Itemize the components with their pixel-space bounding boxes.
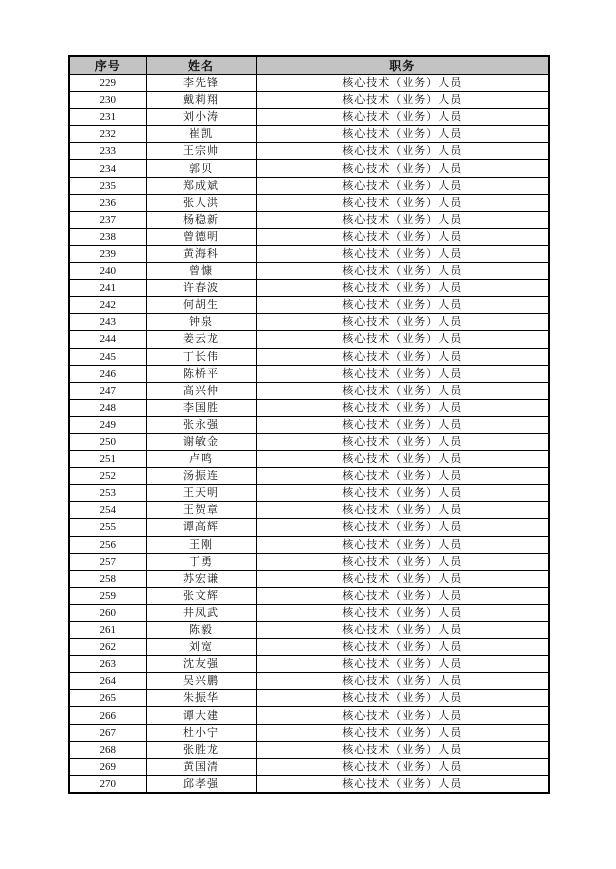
name-cell: 刘宽 — [146, 639, 256, 656]
title-cell: 核心技术（业务）人员 — [256, 673, 549, 690]
table-row — [69, 553, 549, 570]
name-cell: 李先锋 — [146, 75, 256, 92]
title-cell: 核心技术（业务）人员 — [256, 399, 549, 416]
title-cell: 核心技术（业务）人员 — [256, 775, 549, 793]
name-cell: 谭大建 — [146, 707, 256, 724]
row-number-cell: 265 — [69, 690, 146, 707]
personnel-table — [68, 55, 550, 794]
row-number-cell: 240 — [69, 263, 146, 280]
title-cell: 核心技术（业务）人员 — [256, 639, 549, 656]
table-row — [69, 416, 549, 433]
name-cell: 杨稳新 — [146, 211, 256, 228]
title-cell: 核心技术（业务）人员 — [256, 245, 549, 262]
table-row — [69, 451, 549, 468]
name-cell: 戴莉翔 — [146, 92, 256, 109]
title-cell: 核心技术（业务）人员 — [256, 194, 549, 211]
name-cell: 王刚 — [146, 536, 256, 553]
table-row — [69, 639, 549, 656]
row-number-cell: 253 — [69, 485, 146, 502]
table-row — [69, 126, 549, 143]
name-cell: 崔凯 — [146, 126, 256, 143]
name-cell: 曾慷 — [146, 263, 256, 280]
name-cell: 苏宏谦 — [146, 570, 256, 587]
title-cell: 核心技术（业务）人员 — [256, 314, 549, 331]
row-number-cell: 229 — [69, 75, 146, 92]
table-row — [69, 177, 549, 194]
name-cell: 邱孝强 — [146, 775, 256, 793]
row-number-cell: 248 — [69, 399, 146, 416]
name-cell: 汤振连 — [146, 468, 256, 485]
row-number-cell: 246 — [69, 365, 146, 382]
row-number-cell: 251 — [69, 451, 146, 468]
row-number-cell: 238 — [69, 228, 146, 245]
table-row — [69, 485, 549, 502]
table-row — [69, 724, 549, 741]
name-cell: 井凤武 — [146, 604, 256, 621]
title-cell: 核心技术（业务）人员 — [256, 177, 549, 194]
row-number-cell: 233 — [69, 143, 146, 160]
table-row — [69, 519, 549, 536]
name-cell: 黄海科 — [146, 245, 256, 262]
title-cell: 核心技术（业务）人员 — [256, 433, 549, 450]
name-cell: 高兴仲 — [146, 382, 256, 399]
title-cell: 核心技术（业务）人员 — [256, 416, 549, 433]
name-cell: 姜云龙 — [146, 331, 256, 348]
title-cell: 核心技术（业务）人员 — [256, 92, 549, 109]
name-cell: 许春波 — [146, 280, 256, 297]
table-row — [69, 433, 549, 450]
title-cell: 核心技术（业务）人员 — [256, 109, 549, 126]
title-cell: 核心技术（业务）人员 — [256, 263, 549, 280]
row-number-cell: 236 — [69, 194, 146, 211]
row-number-cell: 235 — [69, 177, 146, 194]
table-row — [69, 570, 549, 587]
table-row — [69, 297, 549, 314]
name-cell: 李国胜 — [146, 399, 256, 416]
title-cell: 核心技术（业务）人员 — [256, 724, 549, 741]
table-row — [69, 194, 549, 211]
row-number-cell: 230 — [69, 92, 146, 109]
table-row — [69, 587, 549, 604]
name-cell: 张文辉 — [146, 587, 256, 604]
table-row — [69, 399, 549, 416]
title-cell: 核心技术（业务）人员 — [256, 707, 549, 724]
table-row — [69, 622, 549, 639]
title-cell: 核心技术（业务）人员 — [256, 536, 549, 553]
name-cell: 丁长伟 — [146, 348, 256, 365]
table-row — [69, 160, 549, 177]
title-cell: 核心技术（业务）人员 — [256, 758, 549, 775]
table-row — [69, 228, 549, 245]
row-number-cell: 245 — [69, 348, 146, 365]
row-number-cell: 237 — [69, 211, 146, 228]
name-cell: 张胜龙 — [146, 741, 256, 758]
table-row — [69, 280, 549, 297]
table-row — [69, 604, 549, 621]
table-row — [69, 758, 549, 775]
name-cell: 朱振华 — [146, 690, 256, 707]
row-number-cell: 257 — [69, 553, 146, 570]
name-cell: 刘小涛 — [146, 109, 256, 126]
name-cell: 钟泉 — [146, 314, 256, 331]
row-number-cell: 270 — [69, 775, 146, 793]
table-row — [69, 211, 549, 228]
table-row — [69, 775, 549, 793]
name-cell: 沈友强 — [146, 656, 256, 673]
row-number-cell: 241 — [69, 280, 146, 297]
column-header-no: 序号 — [69, 56, 146, 75]
name-cell: 何胡生 — [146, 297, 256, 314]
name-cell: 陈桥平 — [146, 365, 256, 382]
table-row — [69, 382, 549, 399]
title-cell: 核心技术（业务）人员 — [256, 502, 549, 519]
title-cell: 核心技术（业务）人员 — [256, 485, 549, 502]
title-cell: 核心技术（业务）人员 — [256, 348, 549, 365]
table-row — [69, 690, 549, 707]
table-row — [69, 143, 549, 160]
table-row — [69, 673, 549, 690]
table-row — [69, 365, 549, 382]
title-cell: 核心技术（业务）人员 — [256, 365, 549, 382]
row-number-cell: 232 — [69, 126, 146, 143]
title-cell: 核心技术（业务）人员 — [256, 741, 549, 758]
name-cell: 王贺章 — [146, 502, 256, 519]
title-cell: 核心技术（业务）人员 — [256, 604, 549, 621]
table-row — [69, 656, 549, 673]
title-cell: 核心技术（业务）人员 — [256, 622, 549, 639]
name-cell: 杜小宁 — [146, 724, 256, 741]
row-number-cell: 254 — [69, 502, 146, 519]
table-body — [69, 75, 549, 793]
row-number-cell: 263 — [69, 656, 146, 673]
name-cell: 张永强 — [146, 416, 256, 433]
title-cell: 核心技术（业务）人员 — [256, 587, 549, 604]
name-cell: 郑成斌 — [146, 177, 256, 194]
name-cell: 陈毅 — [146, 622, 256, 639]
name-cell: 谢敏金 — [146, 433, 256, 450]
title-cell: 核心技术（业务）人员 — [256, 228, 549, 245]
row-number-cell: 262 — [69, 639, 146, 656]
row-number-cell: 239 — [69, 245, 146, 262]
table-row — [69, 348, 549, 365]
table-row — [69, 707, 549, 724]
row-number-cell: 234 — [69, 160, 146, 177]
title-cell: 核心技术（业务）人员 — [256, 211, 549, 228]
name-cell: 郭贝 — [146, 160, 256, 177]
name-cell: 张人洪 — [146, 194, 256, 211]
title-cell: 核心技术（业务）人员 — [256, 553, 549, 570]
row-number-cell: 266 — [69, 707, 146, 724]
title-cell: 核心技术（业务）人员 — [256, 143, 549, 160]
table-row — [69, 75, 549, 92]
row-number-cell: 267 — [69, 724, 146, 741]
name-cell: 丁勇 — [146, 553, 256, 570]
row-number-cell: 231 — [69, 109, 146, 126]
title-cell: 核心技术（业务）人员 — [256, 75, 549, 92]
table-row — [69, 245, 549, 262]
table-row — [69, 502, 549, 519]
title-cell: 核心技术（业务）人员 — [256, 126, 549, 143]
table-row — [69, 468, 549, 485]
title-cell: 核心技术（业务）人员 — [256, 519, 549, 536]
row-number-cell: 269 — [69, 758, 146, 775]
table-row — [69, 109, 549, 126]
row-number-cell: 250 — [69, 433, 146, 450]
row-number-cell: 247 — [69, 382, 146, 399]
name-cell: 黄国清 — [146, 758, 256, 775]
title-cell: 核心技术（业务）人员 — [256, 451, 549, 468]
row-number-cell: 244 — [69, 331, 146, 348]
name-cell: 卢鸣 — [146, 451, 256, 468]
row-number-cell: 249 — [69, 416, 146, 433]
table-row — [69, 536, 549, 553]
table-header-row — [69, 56, 549, 75]
table-row — [69, 314, 549, 331]
row-number-cell: 268 — [69, 741, 146, 758]
row-number-cell: 242 — [69, 297, 146, 314]
table-row — [69, 92, 549, 109]
name-cell: 谭高辉 — [146, 519, 256, 536]
title-cell: 核心技术（业务）人员 — [256, 160, 549, 177]
name-cell: 吴兴鹏 — [146, 673, 256, 690]
title-cell: 核心技术（业务）人员 — [256, 656, 549, 673]
row-number-cell: 260 — [69, 604, 146, 621]
table-row — [69, 331, 549, 348]
table-row — [69, 741, 549, 758]
column-header-name: 姓名 — [146, 56, 256, 75]
title-cell: 核心技术（业务）人员 — [256, 382, 549, 399]
title-cell: 核心技术（业务）人员 — [256, 280, 549, 297]
row-number-cell: 252 — [69, 468, 146, 485]
title-cell: 核心技术（业务）人员 — [256, 690, 549, 707]
title-cell: 核心技术（业务）人员 — [256, 468, 549, 485]
row-number-cell: 258 — [69, 570, 146, 587]
row-number-cell: 255 — [69, 519, 146, 536]
row-number-cell: 261 — [69, 622, 146, 639]
name-cell: 王宗帅 — [146, 143, 256, 160]
row-number-cell: 264 — [69, 673, 146, 690]
title-cell: 核心技术（业务）人员 — [256, 297, 549, 314]
column-header-title: 职务 — [256, 56, 549, 75]
row-number-cell: 259 — [69, 587, 146, 604]
title-cell: 核心技术（业务）人员 — [256, 331, 549, 348]
name-cell: 王天明 — [146, 485, 256, 502]
table-row — [69, 263, 549, 280]
row-number-cell: 256 — [69, 536, 146, 553]
title-cell: 核心技术（业务）人员 — [256, 570, 549, 587]
row-number-cell: 243 — [69, 314, 146, 331]
name-cell: 曾德明 — [146, 228, 256, 245]
